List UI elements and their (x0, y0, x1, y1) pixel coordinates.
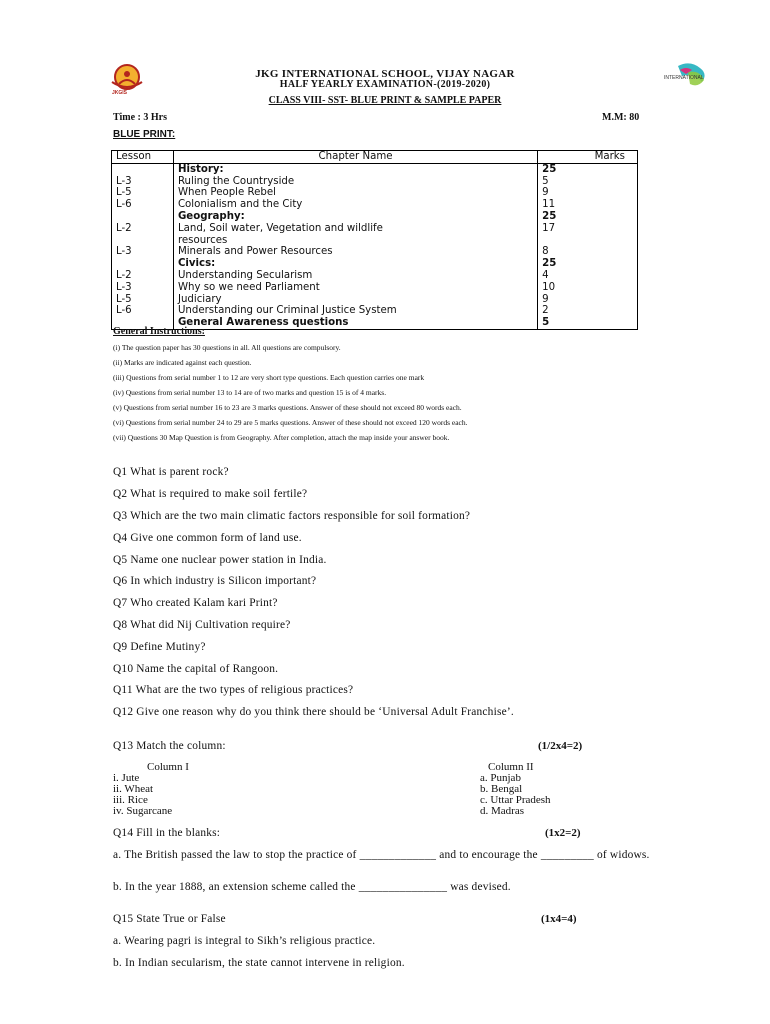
lesson-cell (112, 235, 174, 247)
question-10: Q10 Name the capital of Rangoon. (113, 663, 279, 675)
question-7: Q7 Who created Kalam kari Print? (113, 597, 278, 609)
instruction-item: (vii) Questions 30 Map Question is from Geography. After completion, attach the map inside your answer book. (113, 433, 450, 442)
school-name: JKG INTERNATIONAL SCHOOL, VIJAY NAGAR (255, 68, 515, 80)
column-2-heading: Column II (488, 761, 534, 773)
chapter-cell: Colonialism and the City (173, 199, 537, 211)
school-logo-caption: JKGIS (112, 90, 128, 96)
chapter-cell: General Awareness questions (173, 317, 537, 329)
blue-print-row (112, 163, 638, 175)
question-9: Q9 Define Mutiny? (113, 641, 206, 653)
max-marks: M.M: 80 (602, 112, 640, 123)
column-1-heading: Column I (147, 761, 189, 773)
question-4: Q4 Give one common form of land use. (113, 532, 302, 544)
question-15-marks: (1x4=4) (541, 913, 577, 925)
chapter-cell: When People Rebel (173, 187, 537, 199)
lesson-cell (112, 258, 174, 270)
marks-cell: 25 (538, 258, 638, 270)
blue-print-header-row (112, 151, 638, 164)
column-1-item: iii. Rice (113, 794, 148, 806)
question-8: Q8 What did Nij Cultivation require? (113, 619, 291, 631)
instructions-list (113, 343, 673, 448)
question-2: Q2 What is required to make soil fertile? (113, 488, 308, 500)
marks-cell: 9 (538, 294, 638, 306)
paper-title: CLASS VIII- SST- BLUE PRINT & SAMPLE PAPER (268, 95, 502, 106)
marks-cell: 11 (538, 199, 638, 211)
question-15: Q15 State True or False (113, 913, 226, 925)
lesson-cell: L-5 (112, 187, 174, 199)
lesson-cell: L-3 (112, 282, 174, 294)
blue-print-body (112, 163, 638, 329)
instruction-item: (v) Questions from serial number 16 to 23 are 3 marks questions. Answer of these should not exceed 80 words each. (113, 403, 462, 412)
lesson-cell: L-5 (112, 294, 174, 306)
exam-name: HALF YEARLY EXAMINATION-(2019-2020) (279, 79, 491, 90)
lesson-cell: L-2 (112, 270, 174, 282)
chapter-cell: Understanding Secularism (173, 270, 537, 282)
question-11: Q11 What are the two types of religious practices? (113, 684, 354, 696)
lesson-cell: L-3 (112, 176, 174, 188)
blue-print-table (111, 150, 638, 330)
exam-time: Time : 3 Hrs (113, 112, 167, 123)
column-2-item: b. Bengal (480, 783, 523, 795)
question-13-marks: (1/2x4=2) (538, 740, 583, 752)
marks-cell: 17 (538, 223, 638, 235)
column-header-chapter: Chapter Name (173, 151, 537, 164)
match-column-2 (480, 762, 551, 817)
international-logo-caption: INTERNATIONAL (664, 75, 704, 81)
question-6: Q6 In which industry is Silicon important? (113, 575, 317, 587)
marks-cell: 25 (538, 211, 638, 223)
chapter-cell: Ruling the Countryside (173, 176, 537, 188)
marks-cell: 5 (538, 317, 638, 329)
question-15-b: b. In Indian secularism, the state cannot intervene in religion. (113, 957, 405, 969)
blue-print-row (112, 235, 638, 247)
lesson-cell: L-2 (112, 223, 174, 235)
question-14: Q14 Fill in the blanks: (113, 827, 221, 839)
column-1-item: i. Jute (113, 772, 140, 784)
lesson-cell (112, 211, 174, 223)
marks-cell: 10 (538, 282, 638, 294)
instruction-item: (ii) Marks are indicated against each question. (113, 358, 252, 367)
match-column-1 (113, 762, 189, 817)
column-1-item: iv. Sugarcane (113, 805, 173, 817)
lesson-cell: L-3 (112, 246, 174, 258)
blue-print-row (112, 223, 638, 235)
blue-print-label: BLUE PRINT: (113, 129, 176, 140)
blue-print-row (112, 187, 638, 199)
chapter-cell: Understanding our Criminal Justice System (173, 305, 537, 317)
marks-cell: 9 (538, 187, 638, 199)
question-5: Q5 Name one nuclear power station in India. (113, 554, 327, 566)
marks-cell: 5 (538, 176, 638, 188)
marks-cell (538, 235, 638, 247)
chapter-cell: Judiciary (173, 294, 537, 306)
marks-cell: 2 (538, 305, 638, 317)
column-2-item: d. Madras (480, 805, 524, 817)
instruction-item: (vi) Questions from serial number 24 to 29 are 5 marks questions. Answer of these should not exceed 120 words each. (113, 418, 468, 427)
blue-print-row (112, 246, 638, 258)
question-14-b: b. In the year 1888, an extension scheme called the _______________ was devised. (113, 881, 511, 893)
blue-print-row (112, 305, 638, 317)
blue-print-row (112, 176, 638, 188)
question-14-marks: (1x2=2) (545, 827, 581, 839)
lesson-cell: L-6 (112, 199, 174, 211)
chapter-cell: Geography: (173, 211, 537, 223)
chapter-cell: Land, Soil water, Vegetation and wildlife (173, 223, 537, 235)
question-15-a: a. Wearing pagri is integral to Sikh’s religious practice. (113, 935, 376, 947)
blue-print-row (112, 211, 638, 223)
instruction-item: (iii) Questions from serial number 1 to 12 are very short type questions. Each question carries one mark (113, 373, 425, 382)
marks-cell: 25 (538, 163, 638, 175)
marks-cell: 4 (538, 270, 638, 282)
blue-print-row (112, 294, 638, 306)
question-3: Q3 Which are the two main climatic factors responsible for soil formation? (113, 510, 471, 522)
chapter-cell: Civics: (173, 258, 537, 270)
question-12: Q12 Give one reason why do you think there should be ‘Universal Adult Franchise’. (113, 706, 514, 718)
column-1-item: ii. Wheat (113, 783, 154, 795)
lesson-cell: L-6 (112, 305, 174, 317)
chapter-cell: History: (173, 163, 537, 175)
question-1: Q1 What is parent rock? (113, 466, 229, 478)
blue-print-row (112, 282, 638, 294)
blue-print-row (112, 258, 638, 270)
general-instructions-label: General Instructions: (113, 326, 205, 337)
column-header-lesson: Lesson (112, 151, 174, 164)
instruction-item: (iv) Questions from serial number 13 to 14 are of two marks and question 15 is of 4 marks. (113, 388, 387, 397)
column-header-marks: Marks (538, 151, 638, 164)
chapter-cell: Why so we need Parliament (173, 282, 537, 294)
chapter-cell: Minerals and Power Resources (173, 246, 537, 258)
question-14-a: a. The British passed the law to stop the practice of _____________ and to encourage the _________ of widows. (113, 849, 650, 861)
instruction-item: (i) The question paper has 30 questions in all. All questions are compulsory. (113, 343, 341, 352)
marks-cell: 8 (538, 246, 638, 258)
column-2-item: a. Punjab (480, 772, 521, 784)
lesson-cell (112, 163, 174, 175)
blue-print-row (112, 199, 638, 211)
column-2-item: c. Uttar Pradesh (480, 794, 551, 806)
blue-print-row (112, 270, 638, 282)
chapter-cell: resources (173, 235, 537, 247)
question-13: Q13 Match the column: (113, 740, 226, 752)
